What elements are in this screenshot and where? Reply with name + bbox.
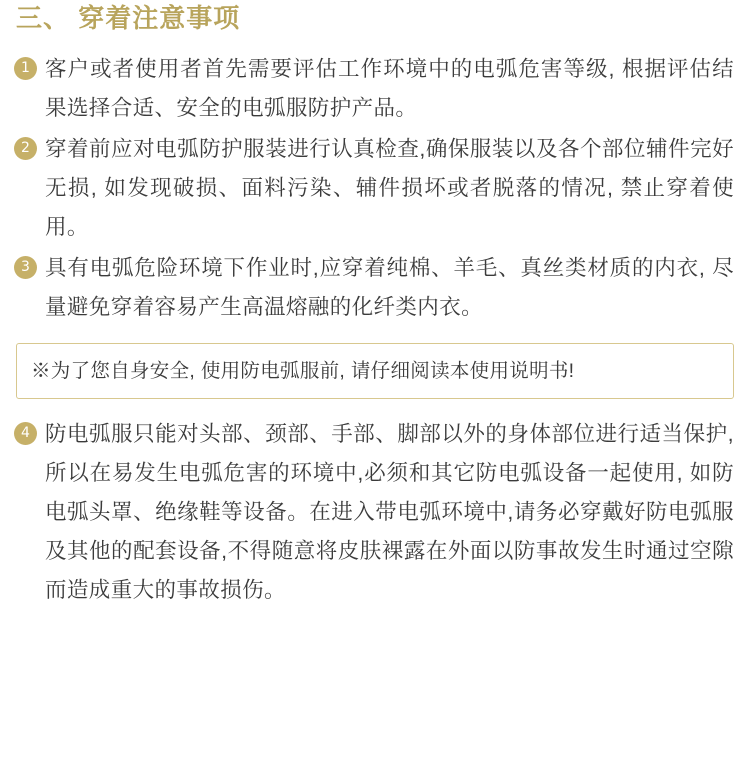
list-item	[14, 249, 736, 327]
notice-box	[16, 343, 734, 399]
list-item	[14, 415, 736, 610]
notice-list-bottom	[14, 415, 736, 610]
notice-box-text: ※为了您自身安全, 使用防电弧服前, 请仔细阅读本使用说明书!	[31, 359, 575, 382]
list-item-number: 3	[14, 256, 37, 279]
list-item-text: 具有电弧危险环境下作业时,应穿着纯棉、羊毛、真丝类材质的内衣, 尽量避免穿着容易产生高温熔融的化纤类内衣。	[45, 255, 734, 319]
list-item	[14, 50, 736, 128]
page-title: 三、 穿着注意事项	[16, 3, 241, 33]
list-item-text: 穿着前应对电弧防护服装进行认真检查,确保服装以及各个部位辅件完好无损, 如发现破损、面料污染、辅件损坏或者脱落的情况, 禁止穿着使用。	[45, 136, 734, 239]
list-item-text: 客户或者使用者首先需要评估工作环境中的电弧危害等级, 根据评估结果选择合适、安全的电弧服防护产品。	[45, 56, 734, 120]
notice-list-top	[14, 50, 736, 327]
list-item-number: 2	[14, 137, 37, 160]
list-item-number: 1	[14, 57, 37, 80]
list-item-text: 防电弧服只能对头部、颈部、手部、脚部以外的身体部位进行适当保护,所以在易发生电弧危害的环境中,必须和其它防电弧设备一起使用, 如防电弧头罩、绝缘鞋等设备。在进入带电弧环境中,请务必穿戴好防电弧服及其他的配套设备,不得随意将皮肤裸露在外面以防事故发生时通过空隙而造成重大的事故损伤。	[45, 421, 734, 602]
list-item	[14, 130, 736, 247]
document-page	[0, 2, 750, 759]
list-item-number: 4	[14, 422, 37, 445]
